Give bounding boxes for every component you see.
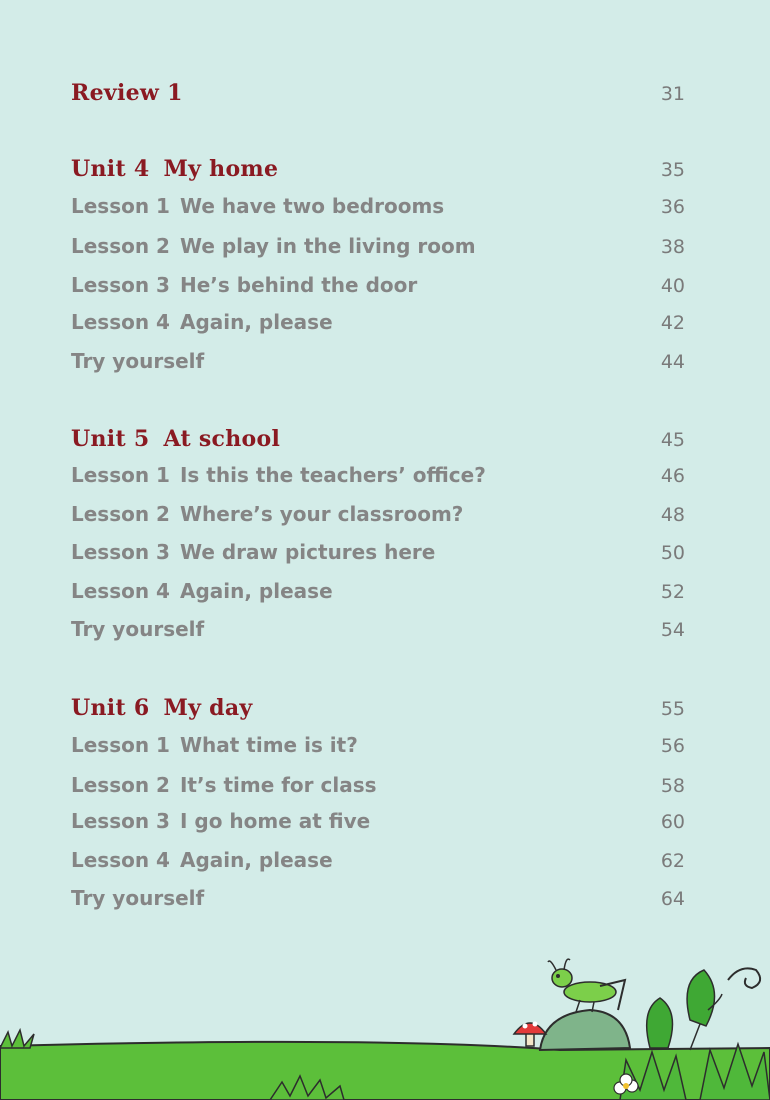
toc-row-lesson[interactable] xyxy=(71,809,685,833)
page-number: 31 xyxy=(660,83,685,105)
page-number: 40 xyxy=(660,275,685,297)
toc-row-review-1[interactable] xyxy=(71,80,685,106)
toc-row-lesson[interactable] xyxy=(71,502,685,526)
lesson-title: Again, please xyxy=(179,848,333,872)
lesson-label: Lesson 2 xyxy=(71,502,170,526)
lesson-entry xyxy=(71,809,370,833)
grass-tuft-icon xyxy=(0,1030,34,1048)
lesson-title: Is this the teachers’ office? xyxy=(179,463,486,487)
lesson-entry xyxy=(71,579,333,603)
unit-label: Unit 6 xyxy=(71,695,150,721)
toc-row-try-yourself[interactable] xyxy=(71,617,685,641)
lesson-label: Lesson 2 xyxy=(71,234,170,258)
toc-row-lesson[interactable] xyxy=(71,194,685,218)
lesson-label: Lesson 3 xyxy=(71,809,170,833)
lesson-title: I go home at five xyxy=(179,809,371,833)
page-number: 58 xyxy=(660,775,685,797)
lesson-entry xyxy=(71,310,333,334)
lesson-label: Lesson 4 xyxy=(71,579,170,603)
lesson-entry xyxy=(71,848,333,872)
toc-row-try-yourself[interactable] xyxy=(71,349,685,373)
lesson-entry xyxy=(71,773,377,797)
lesson-label: Lesson 1 xyxy=(71,733,170,757)
page-number: 52 xyxy=(660,581,685,603)
page-number: 62 xyxy=(660,850,685,872)
lesson-title: We have two bedrooms xyxy=(179,194,445,218)
lesson-title: We draw pictures here xyxy=(179,540,436,564)
page-number: 36 xyxy=(660,196,685,218)
lesson-label: Lesson 4 xyxy=(71,310,170,334)
lesson-label: Lesson 3 xyxy=(71,540,170,564)
try-yourself-label: Try yourself xyxy=(71,617,205,641)
lesson-entry xyxy=(71,273,417,297)
unit-name: My home xyxy=(163,156,279,182)
toc-row-lesson[interactable] xyxy=(71,310,685,334)
page-number: 46 xyxy=(660,465,685,487)
lesson-title: He’s behind the door xyxy=(179,273,418,297)
unit-name: My day xyxy=(163,695,253,721)
toc-row-lesson[interactable] xyxy=(71,733,685,757)
page-number: 50 xyxy=(660,542,685,564)
page-number: 45 xyxy=(660,429,685,451)
unit-heading xyxy=(71,426,280,452)
page-number: 35 xyxy=(660,159,685,181)
lesson-entry xyxy=(71,733,358,757)
page-number: 44 xyxy=(660,351,685,373)
toc-row-lesson[interactable] xyxy=(71,463,685,487)
grasshopper-icon xyxy=(548,959,625,1012)
page-number: 56 xyxy=(660,735,685,757)
page-number: 48 xyxy=(660,504,685,526)
try-yourself-label: Try yourself xyxy=(71,886,205,910)
rock-icon xyxy=(540,1010,630,1050)
toc-row-unit-6[interactable] xyxy=(71,695,685,721)
lesson-title: What time is it? xyxy=(179,733,358,757)
toc-row-unit-4[interactable] xyxy=(71,156,685,182)
unit-heading xyxy=(71,695,253,721)
grass-scene-illustration xyxy=(0,940,770,1100)
unit-heading xyxy=(71,156,278,182)
toc-row-try-yourself[interactable] xyxy=(71,886,685,910)
lesson-label: Lesson 2 xyxy=(71,773,170,797)
unit-label: Unit 4 xyxy=(71,156,150,182)
review-title: Review 1 xyxy=(71,80,183,106)
unit-label: Unit 5 xyxy=(71,426,150,452)
lesson-title: Where’s your classroom? xyxy=(179,502,464,526)
page-number: 42 xyxy=(660,312,685,334)
toc-row-lesson[interactable] xyxy=(71,540,685,564)
lesson-title: It’s time for class xyxy=(179,773,377,797)
lesson-entry xyxy=(71,234,476,258)
toc-row-lesson[interactable] xyxy=(71,848,685,872)
toc-row-lesson[interactable] xyxy=(71,579,685,603)
try-yourself-label: Try yourself xyxy=(71,349,205,373)
lesson-label: Lesson 3 xyxy=(71,273,170,297)
page-number: 60 xyxy=(660,811,685,833)
toc-row-lesson[interactable] xyxy=(71,773,685,797)
page-number: 55 xyxy=(660,698,685,720)
lesson-entry xyxy=(71,194,444,218)
lesson-title: We play in the living room xyxy=(179,234,476,258)
page-number: 54 xyxy=(660,619,685,641)
lesson-entry xyxy=(71,463,486,487)
lesson-title: Again, please xyxy=(179,579,333,603)
page-number: 64 xyxy=(660,888,685,910)
toc-row-lesson[interactable] xyxy=(71,234,685,258)
lesson-title: Again, please xyxy=(179,310,333,334)
lesson-entry xyxy=(71,502,463,526)
lesson-label: Lesson 1 xyxy=(71,463,170,487)
lesson-entry xyxy=(71,540,435,564)
unit-name: At school xyxy=(163,426,281,452)
lesson-label: Lesson 1 xyxy=(71,194,170,218)
lesson-label: Lesson 4 xyxy=(71,848,170,872)
toc-row-unit-5[interactable] xyxy=(71,426,685,452)
toc-row-lesson[interactable] xyxy=(71,273,685,297)
page-number: 38 xyxy=(660,236,685,258)
